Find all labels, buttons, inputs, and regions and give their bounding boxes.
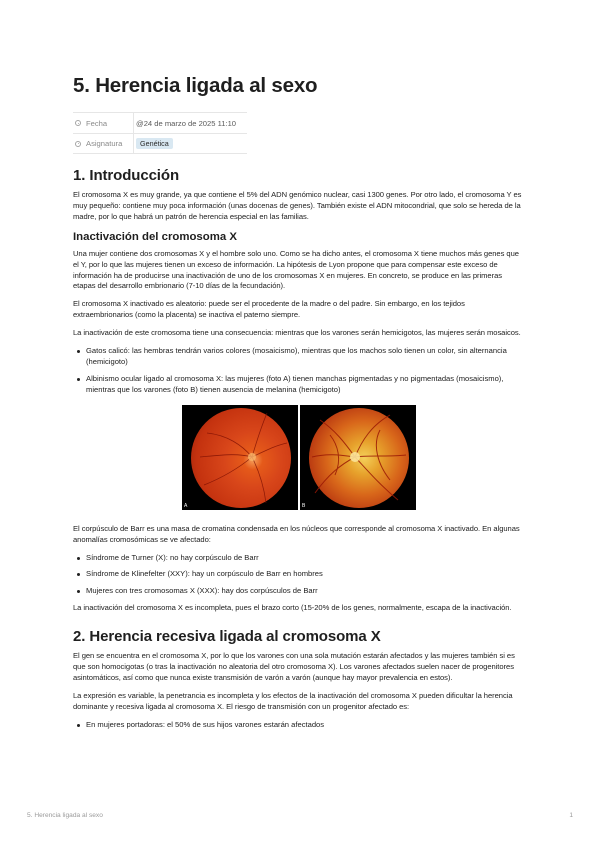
property-fecha bbox=[73, 113, 247, 133]
paragraph: La inactivación del cromosoma X es incompleta, pues el brazo corto (15-20% de los genes, normalmente, escapa de la inactivación. bbox=[73, 603, 512, 613]
page-number: 1 bbox=[569, 812, 573, 819]
properties-table bbox=[73, 112, 247, 154]
clock-icon bbox=[75, 120, 81, 126]
paragraph: Una mujer contiene dos cromosomas X y el hombre solo uno. Como se ha dicho antes, el cromosoma X tiene muchos más genes que el Y, por lo que las mujeres tienen un exceso de información. La hipótesis de Lyon propone que para compensar este exceso de información ha de producirse una inactivación de uno de los cromosomas X en mujeres. En concreto, se produce en las primeras etapas del desarrollo embrionario (7-10 días de la fecundación). bbox=[73, 248, 519, 291]
paragraph: El gen se encuentra en el cromosoma X, por lo que los varones con una sola mutación estarán afectados y las mujeres también si es que son homocigotas (o tras la inactivación no aleatoria del otro cromosoma X). Los varones afectados suelen nacer de progenitores asintomáticos, así como que nunca existe transmisión de varón a varón (aunque hay mayor prevalencia en estos). bbox=[73, 651, 515, 682]
list-item: Albinismo ocular ligado al cromosoma X: las mujeres (foto A) tienen manchas pigmentadas y no pigmentadas (mosaicismo), mientras que los varones (foto B) tienen ausencia de melanina (hemicigoto) bbox=[73, 374, 525, 396]
footer-title: 5. Herencia ligada al sexo bbox=[27, 812, 103, 819]
paragraph: El cromosoma X es muy grande, ya que contiene el 5% del ADN genómico nuclear, casi 1300 genes. Por otro lado, el cromosoma Y es muy pequeño: contiene muy poca información (unas docenas de genes). También existe el ADN mitocondrial, que solo se hereda de la madre, por lo que habrá un patrón de herencia especial en las familias. bbox=[73, 190, 522, 221]
document-page bbox=[73, 74, 525, 737]
page-footer bbox=[27, 812, 573, 819]
fecha-label: Fecha bbox=[86, 118, 108, 128]
bullet-list bbox=[73, 346, 525, 396]
photo-label-b: B bbox=[302, 502, 306, 509]
section-heading-herencia-recesiva: 2. Herencia recesiva ligada al cromosoma X bbox=[73, 628, 381, 646]
paragraph: La expresión es variable, la penetrancia es incompleta y los efectos de la inactivación del cromosoma X pueden dificultar la herencia dominante y recesiva ligada al cromosoma X. El riesgo de transmisión con un progenitor afectado es: bbox=[73, 690, 513, 711]
paragraph: La inactivación de este cromosoma tiene una consecuencia: mientras que los varones serán hemicigotos, las mujeres serán mosaicos. bbox=[73, 328, 521, 338]
subsection-heading-inactivacion: Inactivación del cromosoma X bbox=[73, 230, 237, 243]
retina-figure bbox=[73, 405, 525, 510]
list-item: Mujeres con tres cromosomas X (XXX): hay dos corpúsculos de Barr bbox=[73, 586, 525, 597]
bullet-list bbox=[73, 720, 525, 731]
photo-label-a: A bbox=[184, 502, 188, 509]
select-icon bbox=[75, 141, 81, 147]
page-title: 5. Herencia ligada al sexo bbox=[73, 74, 318, 97]
asignatura-tag[interactable]: Genética bbox=[136, 138, 173, 149]
list-item: Síndrome de Klinefelter (XXY): hay un corpúsculo de Barr en hombres bbox=[73, 569, 525, 580]
property-asignatura bbox=[73, 133, 247, 153]
list-item: En mujeres portadoras: el 50% de sus hijos varones estarán afectados bbox=[73, 720, 525, 731]
asignatura-label: Asignatura bbox=[86, 139, 123, 148]
retina-photo-a bbox=[182, 405, 298, 510]
list-item: Gatos calicó: las hembras tendrán varios colores (mosaicismo), mientras que los machos solo tienen un color, sin alternancia (hemicigoto) bbox=[73, 346, 525, 368]
retina-photo-b bbox=[300, 405, 416, 510]
paragraph: El cromosoma X inactivado es aleatorio: puede ser el procedente de la madre o del padre. Sin embargo, en los tejidos extraembrionarios (como la placenta) se inactiva el paterno siempre. bbox=[73, 299, 465, 320]
fecha-value[interactable]: @24 de marzo de 2025 11:10 bbox=[133, 113, 247, 133]
bullet-list bbox=[73, 553, 525, 598]
paragraph: El corpúsculo de Barr es una masa de cromatina condensada en los núcleos que corresponde al cromosoma X inactivado. En algunas anomalías cromosómicas se ve afectado: bbox=[73, 523, 520, 544]
section-heading-introduccion: 1. Introducción bbox=[73, 167, 180, 184]
list-item: Síndrome de Turner (X): no hay corpúsculo de Barr bbox=[73, 553, 525, 564]
